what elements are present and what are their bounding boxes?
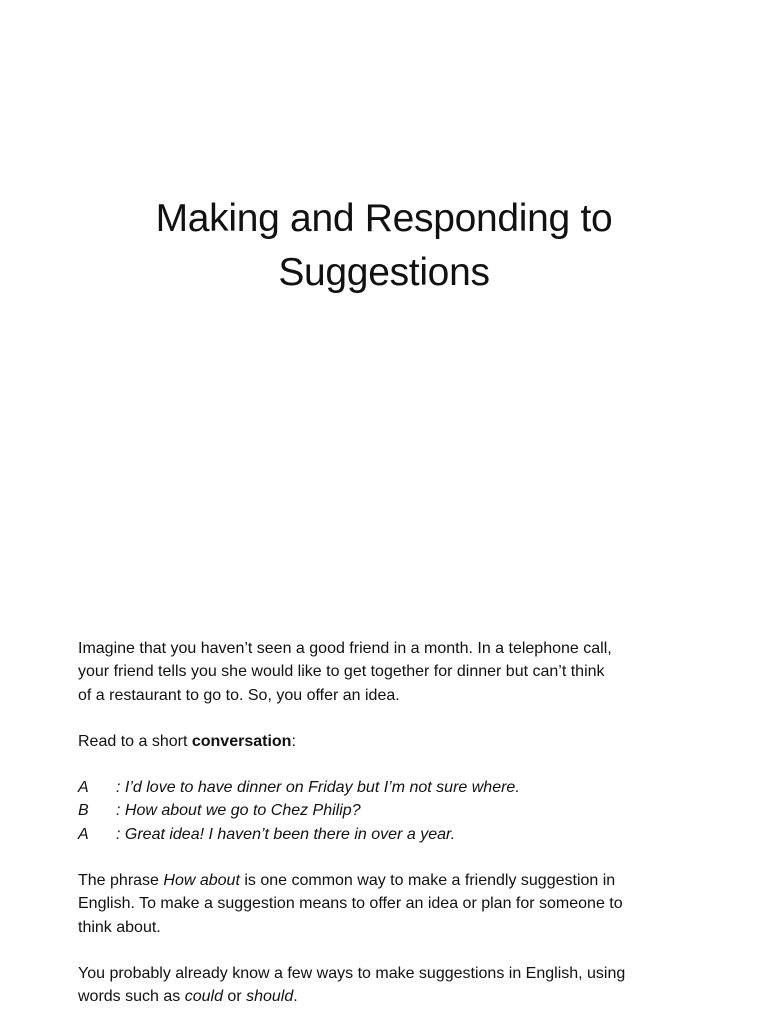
dialogue-speaker: A (78, 825, 89, 843)
page-title (0, 192, 768, 300)
read-prompt-bold: conversation (191, 732, 292, 750)
read-prompt-suffix: : (291, 732, 296, 750)
intro-line-2: your friend tells you she would like to get together for dinner but can’t think (78, 663, 605, 681)
dialogue-speaker: A (78, 779, 89, 797)
last-italic-could: could (184, 988, 223, 1006)
dialogue-line (78, 799, 698, 822)
phrase-italic: How about (163, 872, 240, 890)
title-line-2: Suggestions (278, 251, 490, 294)
last-paragraph (78, 962, 698, 1009)
read-prompt (78, 730, 698, 753)
body-text (78, 637, 698, 1032)
last-line-1: You probably already know a few ways to make suggestions in English, using (78, 964, 626, 982)
phrase-paragraph (78, 869, 698, 939)
last-italic-should: should (246, 988, 294, 1006)
dialogue-text: : Great idea! I haven’t been there in over a year. (116, 825, 456, 843)
dialogue-text: : I’d love to have dinner on Friday but I’m not sure where. (116, 779, 520, 797)
last-middle: or (222, 988, 247, 1006)
dialogue-speaker: B (78, 802, 89, 820)
last-line-2-prefix: words such as (78, 988, 185, 1006)
dialogue-line (78, 776, 698, 799)
dialogue (78, 776, 698, 846)
phrase-line-3: think about. (78, 918, 161, 936)
phrase-prefix: The phrase (78, 872, 164, 890)
dialogue-line (78, 823, 698, 846)
phrase-line-2: English. To make a suggestion means to offer an idea or plan for someone to (78, 895, 623, 913)
title-line-1: Making and Responding to (155, 197, 613, 240)
last-end: . (293, 988, 298, 1006)
intro-line-1: Imagine that you haven’t seen a good friend in a month. In a telephone call, (78, 640, 612, 657)
intro-line-3: of a restaurant to go to. So, you offer an idea. (78, 686, 400, 704)
read-prompt-prefix: Read to a short (78, 732, 192, 750)
intro-paragraph (78, 637, 698, 707)
dialogue-text: : How about we go to Chez Philip? (116, 802, 361, 820)
phrase-line-1-rest: is one common way to make a friendly suggestion in (239, 872, 616, 890)
